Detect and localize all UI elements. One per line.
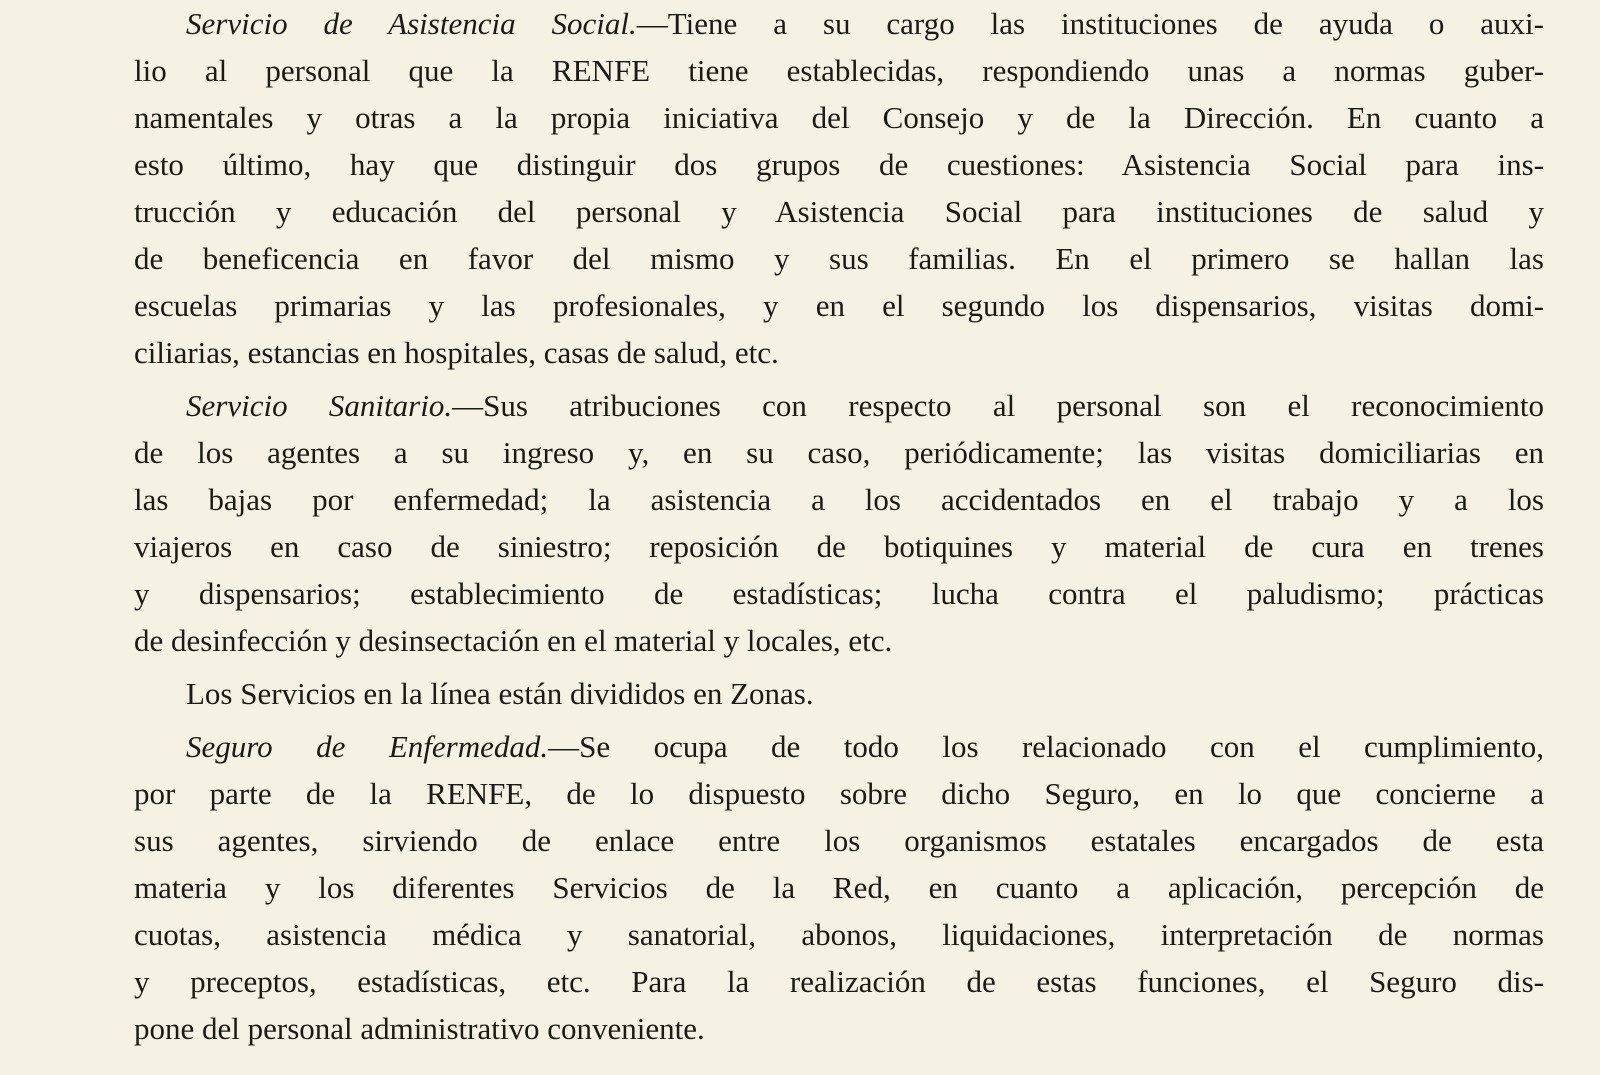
text-line: esto último, hay que distinguir dos grupos de cuestiones: Asistencia Social para ins- <box>134 147 1544 182</box>
text-line: namentales y otras a la propia iniciativa del Consejo y de la Dirección. En cuanto a <box>134 100 1544 135</box>
text-line: Los Servicios en la línea están divididos en Zonas. <box>186 676 814 711</box>
text-block <box>134 0 1544 1052</box>
paragraph-seguro-de-enfermedad <box>134 723 1544 1052</box>
text-line: materia y los diferentes Servicios de la Red, en cuanto a aplicación, percepción de <box>134 870 1544 905</box>
text-line: sus agentes, sirviendo de enlace entre los organismos estatales encargados de esta <box>134 823 1544 858</box>
text-line: las bajas por enfermedad; la asistencia a los accidentados en el trabajo y a los <box>134 482 1544 517</box>
text-line <box>134 723 1544 770</box>
text-line: pone del personal administrativo conveniente. <box>134 1011 705 1046</box>
paragraph-asistencia-social <box>134 0 1544 376</box>
text-line: de desinfección y desinsectación en el material y locales, etc. <box>134 623 893 658</box>
text-line: lio al personal que la RENFE tiene establecidas, respondiendo unas a normas guber- <box>134 53 1544 88</box>
text-line: y preceptos, estadísticas, etc. Para la realización de estas funciones, el Seguro dis- <box>134 964 1544 999</box>
text-line: de beneficencia en favor del mismo y sus familias. En el primero se hallan las <box>134 241 1544 276</box>
line-text: —Se ocupa de todo los relacionado con el cumplimiento, <box>548 729 1544 764</box>
text-line <box>134 0 1544 47</box>
line-text: —Sus atribuciones con respecto al personal son el reconocimiento <box>452 388 1544 423</box>
paragraph-servicio-sanitario <box>134 382 1544 664</box>
text-line <box>134 382 1544 429</box>
text-line: ciliarias, estancias en hospitales, casas de salud, etc. <box>134 335 779 370</box>
text-line: escuelas primarias y las profesionales, y en el segundo los dispensarios, visitas domi- <box>134 288 1544 323</box>
paragraph-zonas <box>134 670 1544 717</box>
section-heading-asistencia-social: Servicio de Asistencia Social. <box>186 6 637 41</box>
text-line: viajeros en caso de siniestro; reposición de botiquines y material de cura en trenes <box>134 529 1544 564</box>
text-line: de los agentes a su ingreso y, en su caso, periódicamente; las visitas domiciliarias en <box>134 435 1544 470</box>
section-heading-servicio-sanitario: Servicio Sanitario. <box>186 388 453 423</box>
text-line: por parte de la RENFE, de lo dispuesto sobre dicho Seguro, en lo que concierne a <box>134 776 1544 811</box>
line-text: —Tiene a su cargo las instituciones de ayuda o auxi- <box>636 6 1544 41</box>
text-line: cuotas, asistencia médica y sanatorial, abonos, liquidaciones, interpretación de normas <box>134 917 1544 952</box>
section-heading-seguro-de-enfermedad: Seguro de Enfermedad. <box>186 729 549 764</box>
text-line: y dispensarios; establecimiento de estadísticas; lucha contra el paludismo; prácticas <box>134 576 1544 611</box>
text-line: trucción y educación del personal y Asistencia Social para instituciones de salud y <box>134 194 1544 229</box>
